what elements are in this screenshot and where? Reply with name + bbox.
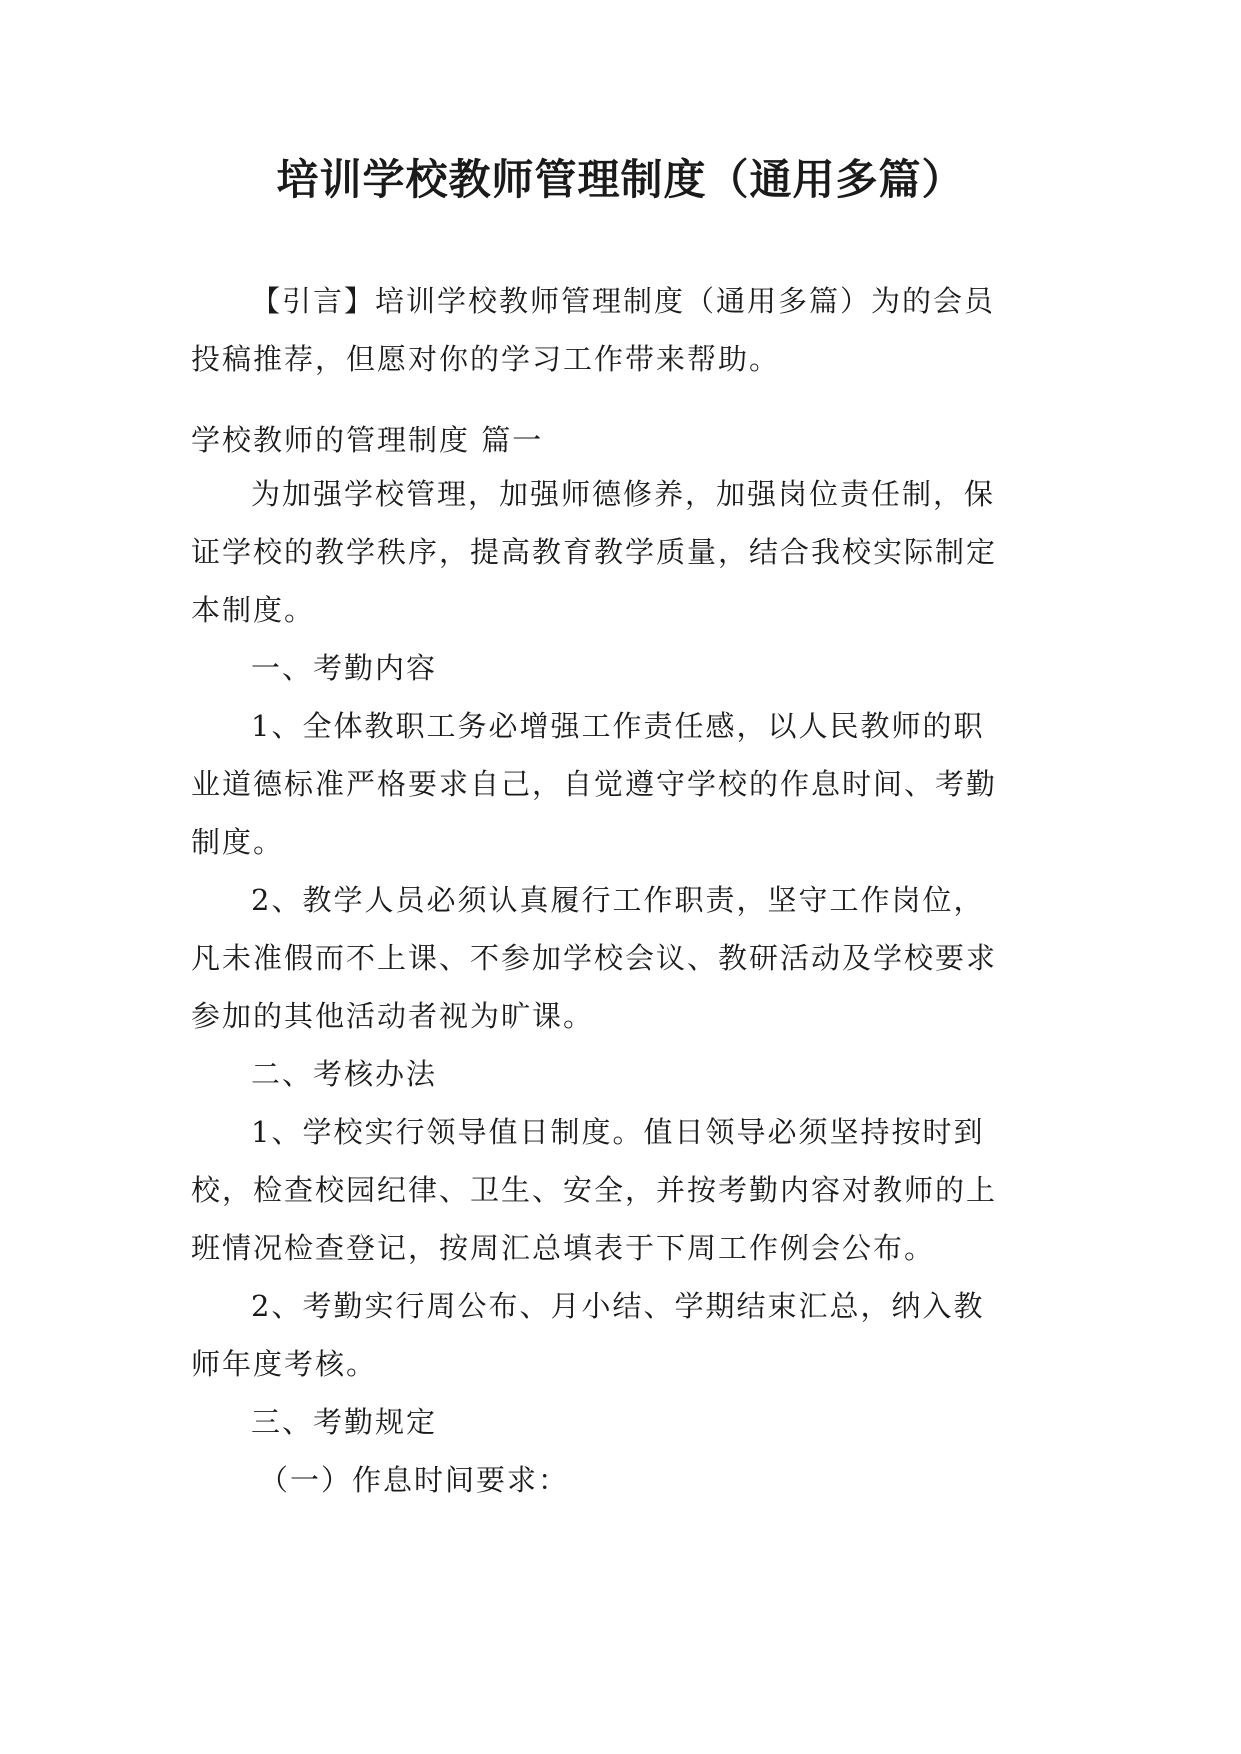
paragraph-line: 本制度。 [191,593,316,627]
subheading-attendance-content: 一、考勤内容 [251,651,438,685]
paragraph-line: 2、教学人员必须认真履行工作职责，坚守工作岗位， [251,883,985,917]
intro-line: 投稿推荐，但愿对你的学习工作带来帮助。 [191,342,781,376]
section-heading-text: 学校教师的管理制度 篇一 [191,423,544,457]
subheading-assessment-method: 二、考核办法 [251,1057,438,1091]
paragraph-line: 1、全体教职工务必增强工作责任感，以人民教师的职 [251,709,985,743]
document-title: 培训学校教师管理制度（通用多篇） [276,155,965,204]
subheading-attendance-rules: 三、考勤规定 [251,1405,438,1439]
paragraph-line: 参加的其他活动者视为旷课。 [191,999,595,1033]
paragraph-line: 班情况检查登记，按周汇总填表于下周工作例会公布。 [191,1231,936,1265]
paragraph-line: 证学校的教学秩序，提高教育教学质量，结合我校实际制定 [191,535,998,569]
paragraph-line: 凡未准假而不上课、不参加学校会议、教研活动及学校要求 [191,941,998,975]
paragraph-line: 校，检查校园纪律、卫生、安全，并按考勤内容对教师的上 [191,1173,998,1207]
paragraph-line: 业道德标准严格要求自己，自觉遵守学校的作息时间、考勤 [191,767,998,801]
paragraph-line: 2、考勤实行周公布、月小结、学期结束汇总，纳入教 [251,1289,985,1323]
paragraph-line: 为加强学校管理，加强师德修养，加强岗位责任制，保 [251,477,996,511]
paragraph-line: 1、学校实行领导值日制度。值日领导必须坚持按时到 [251,1115,985,1149]
body-text [191,465,1051,1509]
subheading-schedule-requirements: （一）作息时间要求： [259,1463,570,1497]
section-heading [191,411,1051,469]
paragraph-line: 师年度考核。 [191,1347,378,1381]
intro-line: 【引言】培训学校教师管理制度（通用多篇）为的会员 [251,284,996,318]
paragraph-line: 制度。 [191,825,285,859]
intro-paragraph [191,272,1051,388]
